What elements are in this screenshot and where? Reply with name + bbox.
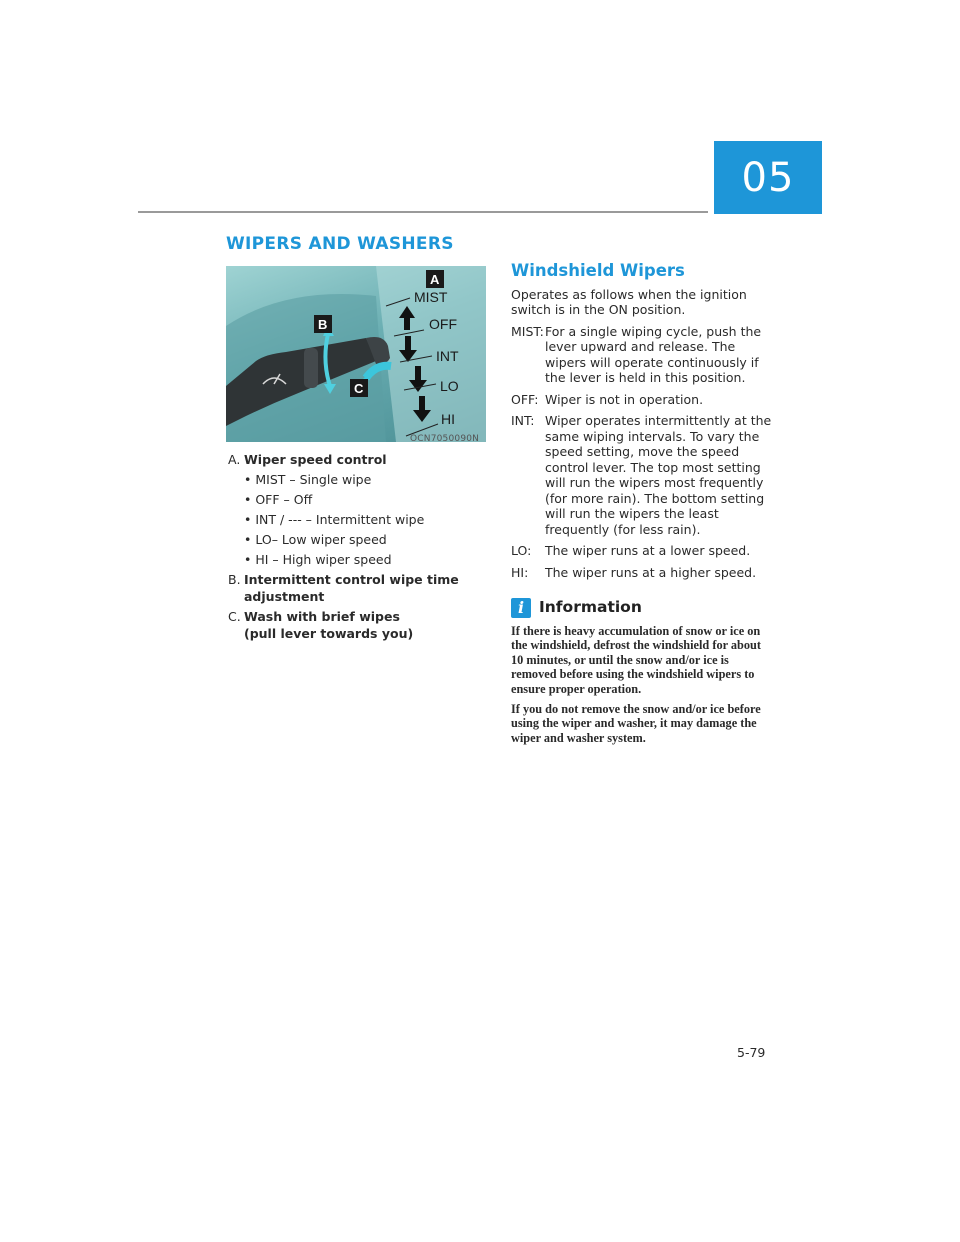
- information-para-1: If there is heavy accumulation of snow or ice on the windshield, defrost the windshield for about 10 minutes, or until the snow and/or ice is removed before using the windshield wipers to ensure proper operation.: [511, 624, 761, 696]
- def-term: HI:: [511, 564, 529, 580]
- item-title: Wiper speed control: [244, 452, 387, 467]
- information-para-2: If you do not remove the snow and/or ice before using the wiper and washer, it may damage the wiper and washer system.: [511, 702, 761, 745]
- item-title-line2: (pull lever towards you): [244, 626, 414, 641]
- label-off: OFF: [429, 316, 457, 332]
- bullet-mist: • MIST – Single wipe: [244, 472, 372, 487]
- chapter-number: 05: [741, 154, 795, 201]
- def-mist: [511, 324, 773, 386]
- information-title: Information: [539, 598, 642, 617]
- wiper-lever-figure: [226, 266, 486, 442]
- section-title: WIPERS AND WASHERS: [226, 234, 454, 254]
- info-icon: i: [511, 598, 531, 618]
- wiper-control-list: [228, 451, 488, 645]
- wiper-lever-illustration: [226, 266, 486, 442]
- def-body: The wiper runs at a higher speed.: [545, 564, 757, 580]
- bullet-lo: • LO– Low wiper speed: [244, 532, 387, 547]
- def-term: OFF:: [511, 391, 539, 407]
- list-item-b: [228, 571, 488, 605]
- item-letter: C.: [228, 609, 241, 624]
- label-lo: LO: [440, 378, 459, 394]
- def-term: INT:: [511, 413, 535, 428]
- label-hi: HI: [441, 411, 455, 427]
- information-heading: [511, 598, 773, 618]
- windshield-wipers-title: Windshield Wipers: [511, 261, 685, 280]
- def-body: Wiper is not in operation.: [545, 391, 704, 407]
- callout-c: C: [354, 381, 364, 396]
- def-lo: [511, 543, 773, 559]
- item-letter: A.: [228, 452, 241, 467]
- def-body: For a single wiping cycle, push the lever upward and release. The wipers will operate continuously if the lever is held in this position.: [545, 323, 762, 385]
- bullet-off: • OFF – Off: [244, 492, 313, 507]
- bullet-hi: • HI – High wiper speed: [244, 552, 392, 567]
- list-item-c: [228, 608, 488, 642]
- def-term: LO:: [511, 543, 532, 558]
- def-int: [511, 413, 773, 537]
- bullet-int: • INT / --- – Intermittent wipe: [244, 512, 425, 527]
- item-title: Intermittent control wipe time adjustment: [244, 572, 459, 604]
- figure-code: OCN7050090N: [410, 434, 480, 444]
- list-item-a: [228, 451, 488, 468]
- def-term: MIST:: [511, 323, 544, 339]
- def-hi: [511, 565, 773, 581]
- callout-a: A: [430, 272, 440, 287]
- chapter-tab: [714, 141, 822, 214]
- item-letter: B.: [228, 572, 241, 587]
- information-box: [511, 598, 773, 745]
- def-body: Wiper operates intermittently at the same wiping intervals. To vary the speed setting, move the speed control lever. The top most setting will run the wipers most frequently (for more rain). The bottom setting will run the wipers the least frequently (for less rain).: [545, 413, 772, 537]
- item-title: [244, 608, 413, 642]
- label-int: INT: [436, 348, 459, 364]
- def-body: The wiper runs at a lower speed.: [545, 543, 751, 558]
- header-rule: [138, 211, 708, 213]
- page-number: 5-79: [737, 1045, 766, 1060]
- windshield-intro: Operates as follows when the ignition switch is in the ON position.: [511, 286, 747, 317]
- item-title-line1: Wash with brief wipes: [244, 609, 400, 624]
- callout-b: B: [318, 317, 328, 332]
- label-mist: MIST: [414, 289, 448, 305]
- def-off: [511, 392, 773, 408]
- windshield-wipers-section: [511, 263, 773, 751]
